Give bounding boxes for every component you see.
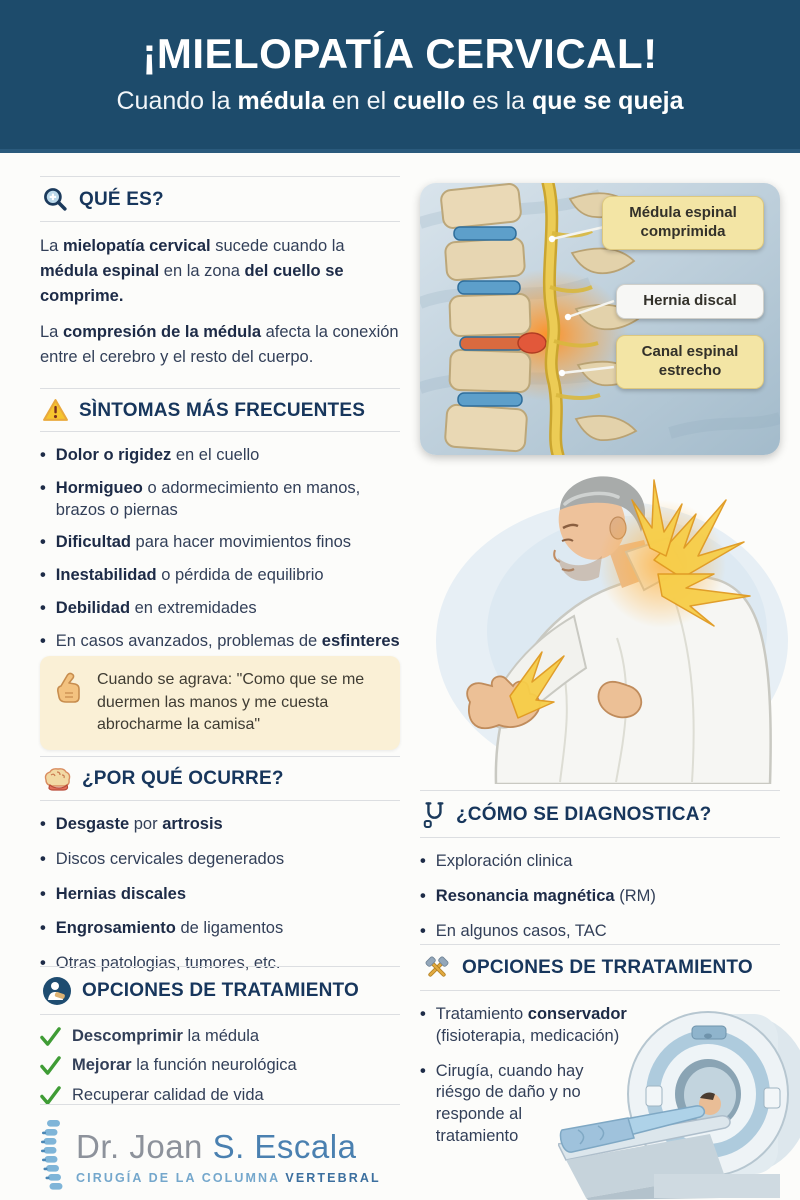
page-subtitle: Cuando la médula en el cuello es la que se queja: [116, 87, 684, 115]
list-item: [40, 631, 400, 653]
bullet-dot: •: [40, 884, 46, 903]
sintomas-list: [40, 445, 400, 652]
list-item-text: En algunos casos, TAC: [435, 921, 607, 940]
patient-quote-box: [40, 656, 400, 750]
section-sintomas: [40, 388, 400, 663]
warning-icon: [42, 398, 69, 423]
list-item: [40, 532, 400, 554]
check-icon: [40, 1055, 61, 1075]
doctor-name: [76, 1128, 381, 1166]
section-title: SÌNTOMAS MÁS FRECUENTES: [79, 399, 366, 421]
bullet-dot: •: [40, 598, 46, 617]
por-que-list: [40, 814, 400, 975]
doctor-tagline: [76, 1171, 381, 1185]
bullet-dot: •: [420, 852, 426, 870]
anatomy-label-hernia: Hernia discal: [616, 284, 764, 319]
quote-text: Cuando se agrava: "Como que se me duermen las manos y me cuesta abrocharme la camisa": [97, 671, 365, 734]
list-item: [420, 921, 780, 943]
check-item-text: Descomprimir la médula: [72, 1027, 260, 1045]
check-item-text: Mejorar la función neurológica: [72, 1056, 297, 1075]
check-icon: [40, 1085, 61, 1105]
tagline-bold: VERTEBRAL: [285, 1170, 381, 1185]
anatomy-label-canal: Canal espinal estrecho: [616, 335, 764, 389]
list-item-text: Otras patologias, tumores, etc.: [55, 954, 281, 973]
list-item: [420, 851, 780, 873]
list-item-text: Hernias discales: [55, 884, 187, 903]
section-trratamiento-header: [420, 944, 780, 991]
que-es-paragraph-1: La mielopatía cervical sucede cuando la médula espinal en la zona del cuello se comprime.: [40, 237, 345, 305]
doctor-name-gray: Dr. Joan: [76, 1127, 213, 1165]
bullet-dot: •: [40, 919, 46, 938]
bullet-dot: •: [40, 478, 46, 497]
check-icon: [40, 1026, 61, 1046]
header-banner: [0, 0, 800, 153]
section-por-que-ocurre: [40, 756, 400, 988]
brain-icon: [42, 766, 72, 792]
section-diagnostico: [420, 790, 780, 955]
bullet-dot: •: [40, 954, 46, 973]
list-item-text: Discos cervicales degenerados: [55, 849, 285, 868]
bullet-dot: •: [420, 1005, 426, 1023]
anatomy-label-medula: Médula espinal comprimida: [602, 196, 764, 250]
list-item-text: En casos avanzados, problemas de esfinteres: [55, 631, 400, 650]
list-item: [40, 445, 400, 467]
stethoscope-icon: [422, 800, 446, 829]
doctor-logo-text: [76, 1128, 381, 1185]
section-diagnostico-header: [420, 790, 780, 838]
list-item-text: Debilidad en extremidades: [55, 598, 257, 617]
doctor-logo: [40, 1104, 400, 1193]
magnifier-icon: [42, 186, 69, 213]
patient-pain-illustration: [412, 456, 788, 784]
que-es-paragraph-2: La compresión de la médula afecta la conexión entre el cerebro y el resto del cuerpo.: [40, 323, 399, 366]
section-sintomas-header: [40, 388, 400, 432]
bullet-dot: •: [420, 921, 426, 940]
list-item: [40, 884, 400, 906]
section-title: QUÉ ES?: [79, 188, 164, 210]
list-item-text: Cirugía, cuando hay riésgo de daño y no responde al tratamiento: [435, 1061, 584, 1145]
list-item: [40, 814, 400, 836]
section-por-que-header: [40, 756, 400, 801]
tools-icon: [422, 954, 452, 982]
list-item-text: Resonancia magnética (RM): [435, 886, 656, 905]
hand-icon: [52, 669, 86, 737]
section-que-es: [40, 176, 400, 370]
mri-scanner-illustration: [558, 1002, 800, 1200]
section-tratamiento: [40, 966, 400, 1114]
list-item-text: Dolor o rigidez en el cuello: [55, 446, 260, 464]
list-item: [420, 886, 780, 908]
section-que-es-header: [40, 176, 400, 222]
list-item: [40, 478, 400, 522]
check-item-text: Recuperar calidad de vida: [72, 1085, 264, 1104]
list-item-text: Hormigueo o adormecimiento en manos, brazos o piernas: [55, 478, 361, 519]
section-title: OPCIONES DE TRATAMIENTO: [82, 980, 359, 1001]
section-title: ¿POR QUÉ OCURRE?: [82, 768, 284, 789]
bullet-dot: •: [40, 566, 46, 585]
list-item-text: Dificultad para hacer movimientos finos: [55, 533, 352, 552]
bullet-dot: •: [420, 886, 426, 905]
list-item-text: Inestabilidad o pérdida de equilibrio: [55, 566, 324, 585]
bullet-dot: •: [40, 631, 46, 650]
list-item-text: Desgaste por artrosis: [55, 815, 223, 833]
list-item: [40, 598, 400, 620]
check-item: [40, 1055, 400, 1076]
spine-illustration: [420, 183, 780, 455]
bullet-dot: •: [40, 446, 46, 464]
bullet-dot: •: [40, 815, 46, 833]
spine-logo-icon: [40, 1119, 64, 1193]
list-item: [40, 565, 400, 587]
doctor-name-blue: S. Escala: [212, 1127, 357, 1165]
bullet-dot: •: [40, 849, 46, 868]
list-item-text: Engrosamiento de ligamentos: [55, 919, 284, 938]
doctor-icon: [42, 976, 72, 1006]
section-title: OPCIONES DE TRRATAMIENTO: [462, 957, 753, 978]
list-item: [40, 849, 400, 871]
list-item-text: Tratamiento conservador (fisioterapia, medicación): [435, 1005, 627, 1045]
tratamiento-check-list: [40, 1026, 400, 1106]
bullet-dot: •: [40, 533, 46, 552]
list-item-text: Exploración clinica: [435, 852, 573, 870]
check-item: [40, 1026, 400, 1047]
list-item: [40, 918, 400, 940]
section-title: ¿CÓMO SE DIAGNOSTICA?: [456, 803, 712, 825]
bullet-dot: •: [420, 1061, 426, 1080]
section-tratamiento-header: [40, 966, 400, 1015]
page-title: ¡MIELOPATÍA CERVICAL!: [142, 30, 658, 77]
diagnostico-list: [420, 851, 780, 942]
tagline-light: CIRUGÍA DE LA COLUMNA: [76, 1170, 286, 1185]
